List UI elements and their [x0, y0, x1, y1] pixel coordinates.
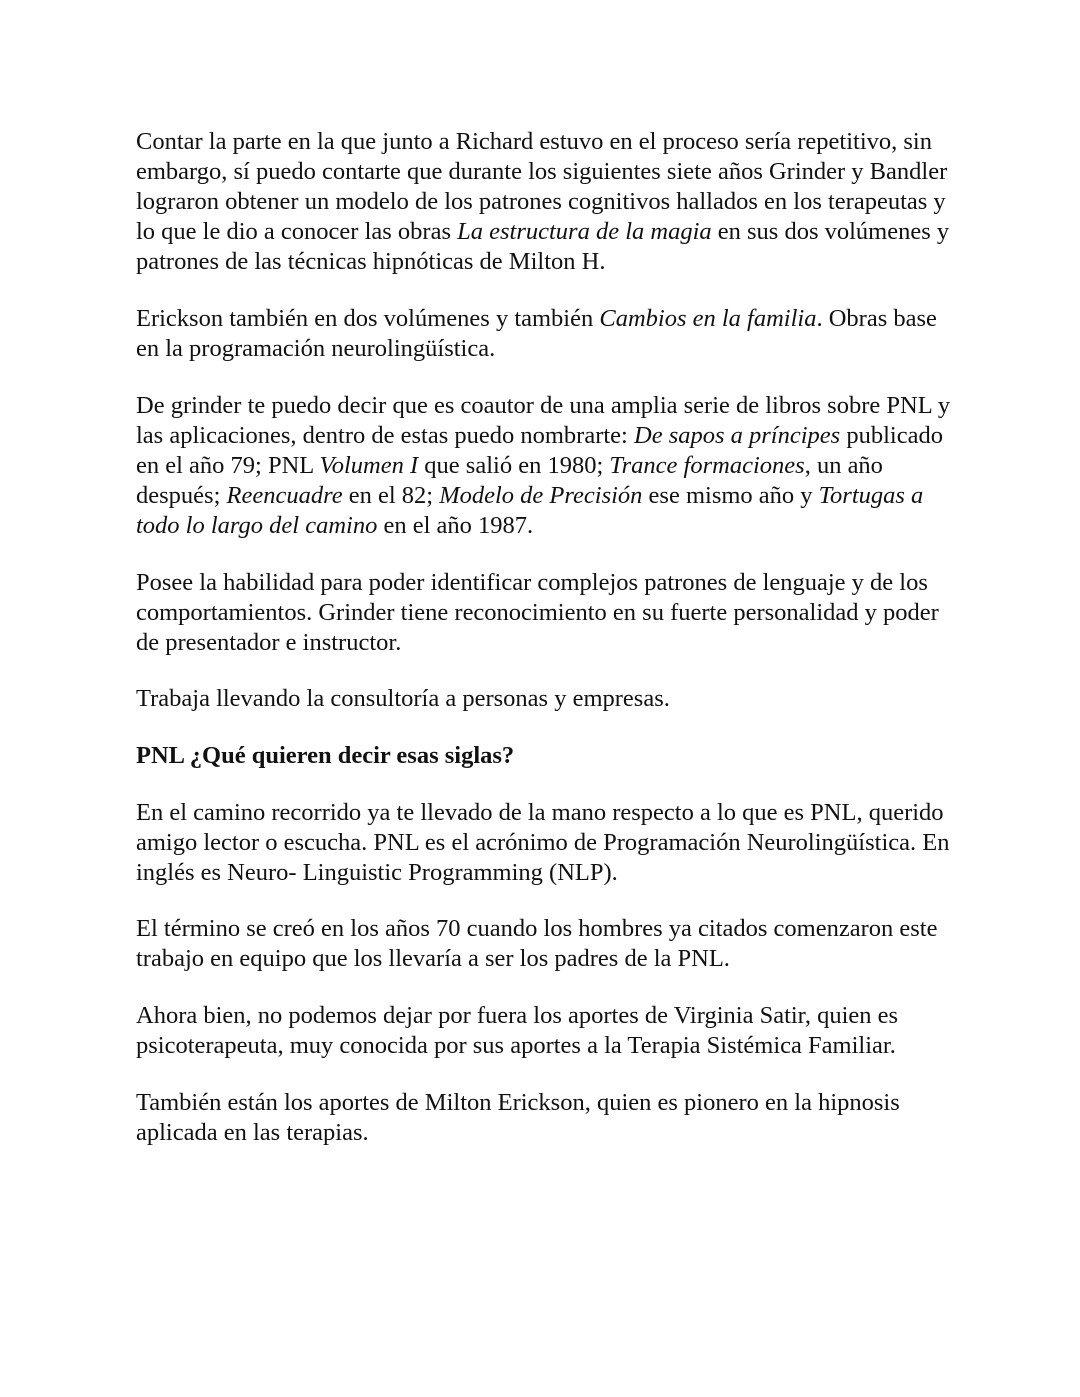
document-page [136, 127, 956, 1174]
paragraph-milton-erickson: También están los aportes de Milton Erickson, quien es pionero en la hipnosis aplicada en las terapias. [136, 1088, 900, 1146]
text-run: en el año 1987. [377, 512, 534, 540]
book-title-reencuadre: Reencuadre [226, 481, 343, 509]
book-title-modelo-de-precision: Modelo de Precisión [439, 481, 643, 509]
paragraph-erickson-volumes [136, 304, 956, 364]
book-title-cambios-en-la-familia: Cambios en la familia [599, 304, 817, 332]
paragraph-term-origin: El término se creó en los años 70 cuando los hombres ya citados comenzaron este trabajo en equipo que los llevaría a ser los padres de la PNL. [136, 915, 938, 973]
book-title-de-sapos-a-principes: De sapos a príncipes [634, 421, 841, 449]
text-run: , un año después; [136, 451, 883, 509]
paragraph-grinder-abilities: Posee la habilidad para poder identificar complejos patrones de lenguaje y de los comportamientos. Grinder tiene reconocimiento en su fuerte personalidad y poder de presentador e instructor. [136, 568, 939, 656]
paragraph-grinder-books [136, 391, 956, 541]
text-run: en el 82; [342, 481, 440, 509]
text-run: ese mismo año y [642, 481, 819, 509]
paragraph-virginia-satir: Ahora bien, no podemos dejar por fuera los aportes de Virginia Satir, quien es psicoterapeuta, muy conocida por sus aportes a la Terapia Sistémica Familiar. [136, 1002, 899, 1060]
paragraph-pnl-acronym: En el camino recorrido ya te llevado de la mano respecto a lo que es PNL, querido amigo lector o escucha. PNL es el acrónimo de Programación Neurolingüística. En inglés es Neuro- Linguistic Programming (NLP). [136, 798, 950, 886]
book-title-la-estructura-de-la-magia: La estructura de la magia [457, 218, 712, 246]
text-run: que salió en 1980; [418, 451, 610, 479]
text-run: publicado en el año 79; PNL [136, 421, 943, 479]
text-run: . Obras base en la programación neurolingüística. [136, 304, 937, 363]
text-run: en sus dos volúmenes y patrones de las técnicas hipnóticas de Milton H. [136, 218, 950, 276]
book-title-trance-formaciones: Trance formaciones [609, 451, 805, 479]
paragraph-consulting: Trabaja llevando la consultoría a personas y empresas. [136, 685, 670, 713]
text-run: De grinder te puedo decir que es coautor de una amplia serie de libros sobre PNL y las aplicaciones, dentro de estas puedo nombrarte: [136, 391, 951, 449]
section-heading-pnl: PNL ¿Qué quieren decir esas siglas? [136, 742, 515, 769]
text-run: Erickson también en dos volúmenes y también [136, 304, 600, 332]
book-title-tortugas: Tortugas a todo lo largo del camino [136, 481, 924, 540]
book-title-volumen-i: Volumen I [319, 451, 419, 479]
paragraph-bandler-grinder-model [136, 127, 956, 277]
text-run: Contar la parte en la que junto a Richard estuvo en el proceso sería repetitivo, sin embargo, sí puedo contarte que durante los siguientes siete años Grinder y Bandler lograron obtener un modelo de los patrones cognitivos hallados en los terapeutas y lo que le dio a conocer las obras [136, 128, 948, 246]
